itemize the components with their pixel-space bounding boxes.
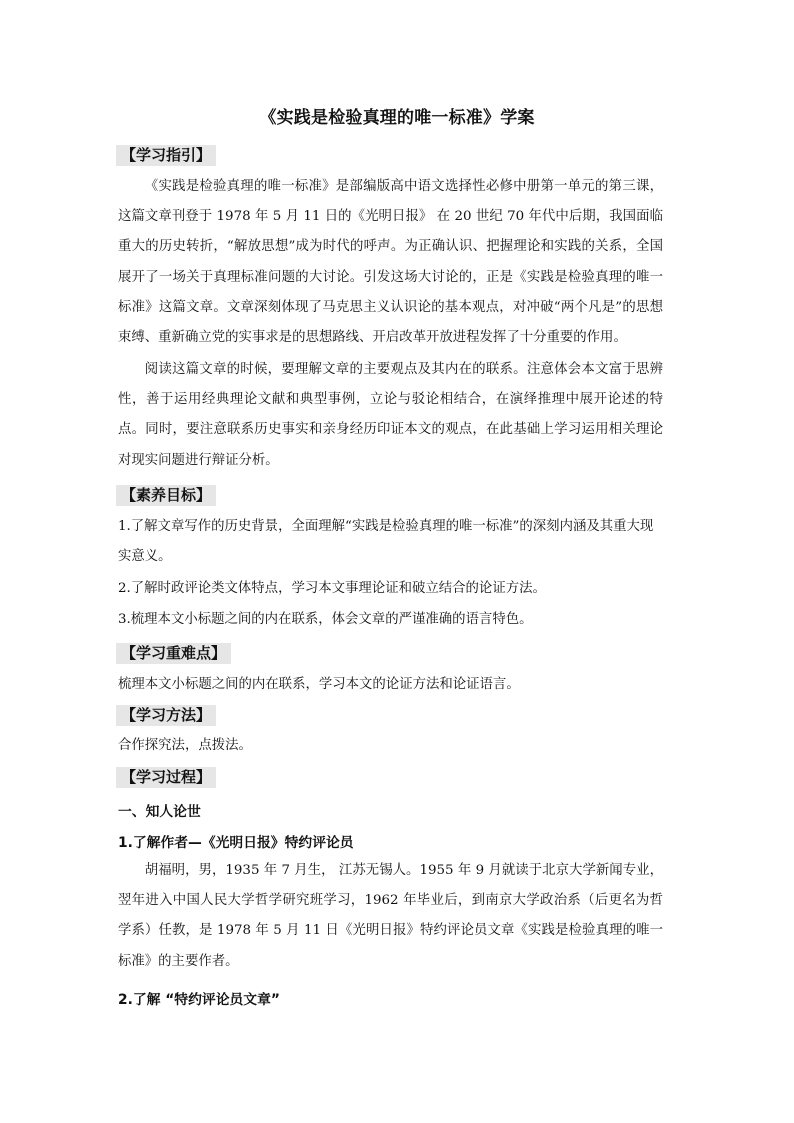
guide-paragraph-1: 《实践是检验真理的唯一标准》是部编版高中语文选择性必修中册第一单元的第三课，这篇文章刊登于 1978 年 5 月 11 日的《光明日报》 在 20 世纪 70 年代中后期，我国面临重大的历史转折，“解放思想”成为时代的呼声。为正确认识、把握理论和实践的关系，全国展开了一场关于真理标准问题的大讨论。引发这场大讨论的，正是《实践是检验真理的唯一标准》这篇文章。文章深刻体现了马克思主义认识论的基本观点，对冲破“两个凡是”的思想束缚、重新确立党的实事求是的思想路线、开启改革开放进程发挥了十分重要的作用。 xyxy=(118,179,663,346)
subheading-know-author: 一、知人论世 xyxy=(118,804,201,820)
goal-item-1: 1.了解文章写作的历史背景，全面理解“实践是检验真理的唯一标准”的深刻内涵及其重大现实意义。 xyxy=(118,519,654,565)
subheading-author-item: 1.了解作者—《光明日报》特约评论员 xyxy=(118,835,354,851)
key-points-text: 梳理本文小标题之间的内在联系，学习本文的论证方法和论证语言。 xyxy=(118,677,520,692)
section-heading-goals: 【素养目标】 xyxy=(116,485,216,506)
author-bio-paragraph: 胡福明，男，1935 年 7 月生， 江苏无锡人。1955 年 9 月就读于北京大学新闻专业，翌年进入中国人民大学哲学研究班学习，1962 年毕业后，到南京大学政治系（后更名为哲学系）任教，是 1978 年 5 月 11 日《光明日报》特约评论员文章《实践是检验真理的唯一标准》的主要作者。 xyxy=(118,863,663,969)
section-heading-method: 【学习方法】 xyxy=(116,705,216,726)
method-text: 合作探究法，点拨法。 xyxy=(118,738,252,753)
section-heading-process: 【学习过程】 xyxy=(116,767,216,788)
subheading-special-commentary: 2.了解 “特约评论员文章” xyxy=(118,992,280,1008)
section-heading-guide: 【学习指引】 xyxy=(116,145,216,166)
goal-item-3: 3.梳理本文小标题之间的内在联系，体会文章的严谨准确的语言特色。 xyxy=(118,612,533,627)
guide-paragraph-2: 阅读这篇文章的时候，要理解文章的主要观点及其内在的联系。注意体会本文富于思辨性，善于运用经典理论文献和典型事例，立论与驳论相结合，在演绎推理中展开论述的特点。同时，要注意联系历史事实和亲身经历印证本文的观点，在此基础上学习运用相关理论对现实问题进行辩证分析。 xyxy=(118,362,663,468)
section-heading-key-points: 【学习重难点】 xyxy=(116,643,231,664)
goal-item-2: 2.了解时政评论类文体特点，学习本文事理论证和破立结合的论证方法。 xyxy=(118,581,546,596)
document-title: 《实践是检验真理的唯一标准》学案 xyxy=(259,108,535,128)
